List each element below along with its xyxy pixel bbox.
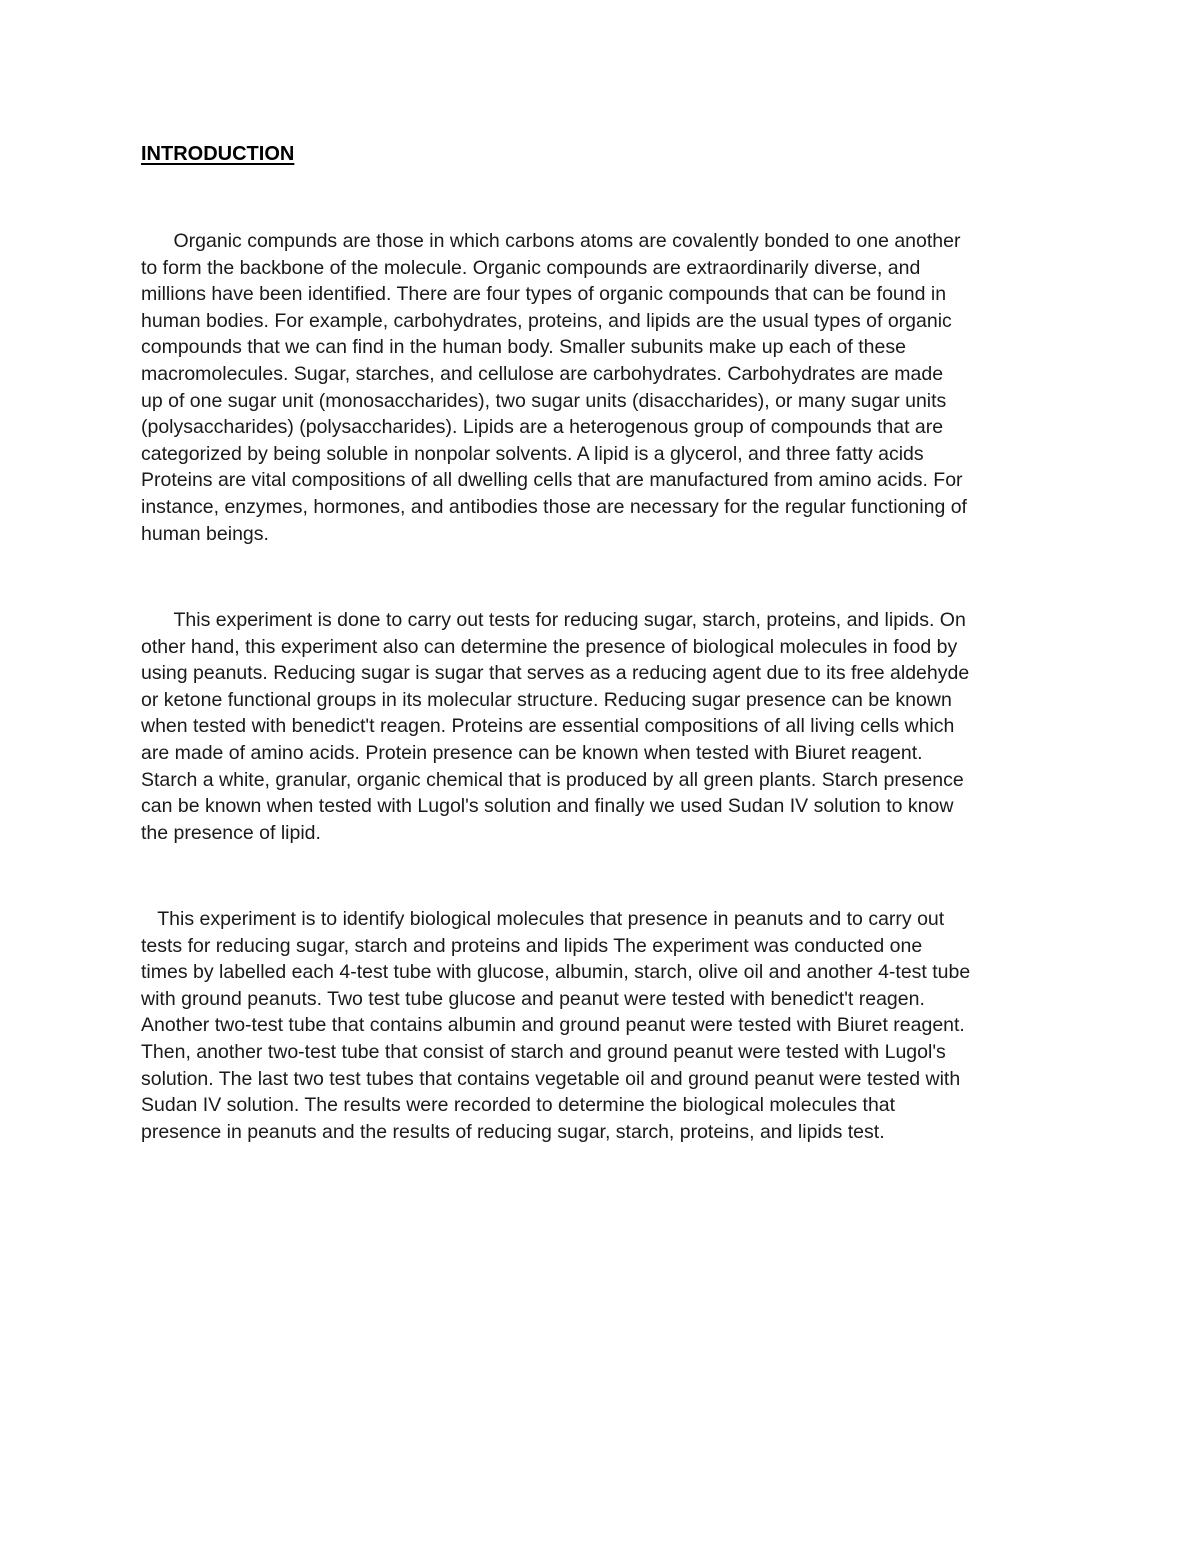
text-line: using peanuts. Reducing sugar is sugar that serves as a reducing agent due to its free aldehyde [141,662,970,685]
text-line: to form the backbone of the molecule. Organic compounds are extraordinarily diverse, and [141,256,921,279]
text-line: can be known when tested with Lugol's solution and finally we used Sudan IV solution to know [141,795,954,818]
text-line: or ketone functional groups in its molecular structure. Reducing sugar presence can be known [141,688,952,711]
text-line: when tested with benedict't reagen. Proteins are essential compositions of all living cells which [141,715,955,738]
section-heading: INTRODUCTION [141,143,295,165]
paragraph-3 [141,906,1071,1145]
text-line: times by labelled each 4-test tube with glucose, albumin, starch, olive oil and another 4-test tube [141,961,971,984]
text-line: presence in peanuts and the results of reducing sugar, starch, proteins, and lipids test. [141,1120,885,1143]
paragraph-1 [141,228,1071,547]
text-line: the presence of lipid. [141,821,321,844]
text-line: categorized by being soluble in nonpolar solvents. A lipid is a glycerol, and three fatty acids [141,442,924,465]
paragraph-2 [141,607,1071,846]
text-line: are made of amino acids. Protein presence can be known when tested with Biuret reagent. [141,741,923,764]
text-line: Then, another two-test tube that consist of starch and ground peanut were tested with Lugol's [141,1040,946,1063]
text-line: macromolecules. Sugar, starches, and cellulose are carbohydrates. Carbohydrates are made [141,362,944,385]
text-line: Starch a white, granular, organic chemical that is produced by all green plants. Starch presence [141,768,964,791]
text-line: Sudan IV solution. The results were recorded to determine the biological molecules that [141,1094,896,1117]
text-line: This experiment is done to carry out tests for reducing sugar, starch, proteins, and lipids. On [141,609,966,631]
text-line: Proteins are vital compositions of all dwelling cells that are manufactured from amino acids. For [141,469,963,492]
text-line: Another two-test tube that contains albumin and ground peanut were tested with Biuret reagent. [141,1014,965,1037]
text-line: with ground peanuts. Two test tube glucose and peanut were tested with benedict't reagen. [141,987,925,1010]
text-line: instance, enzymes, hormones, and antibodies those are necessary for the regular functioning of [141,495,967,518]
text-line: human beings. [141,522,269,545]
text-line: millions have been identified. There are four types of organic compounds that can be found in [141,283,947,306]
text-line: human bodies. For example, carbohydrates, proteins, and lipids are the usual types of organic [141,309,952,332]
text-line: tests for reducing sugar, starch and proteins and lipids The experiment was conducted one [141,934,923,957]
text-line: up of one sugar unit (monosaccharides), two sugar units (disaccharides), or many sugar units [141,389,947,412]
text-line: This experiment is to identify biological molecules that presence in peanuts and to carry out [141,908,945,930]
text-line: (polysaccharides) (polysaccharides). Lipids are a heterogenous group of compounds that are [141,416,944,439]
text-line: compounds that we can find in the human body. Smaller subunits make up each of these [141,336,906,359]
text-line: other hand, this experiment also can determine the presence of biological molecules in food by [141,635,958,658]
text-line: Organic compunds are those in which carbons atoms are covalently bonded to one another [141,230,961,252]
text-line: solution. The last two test tubes that contains vegetable oil and ground peanut were tested with [141,1067,961,1090]
